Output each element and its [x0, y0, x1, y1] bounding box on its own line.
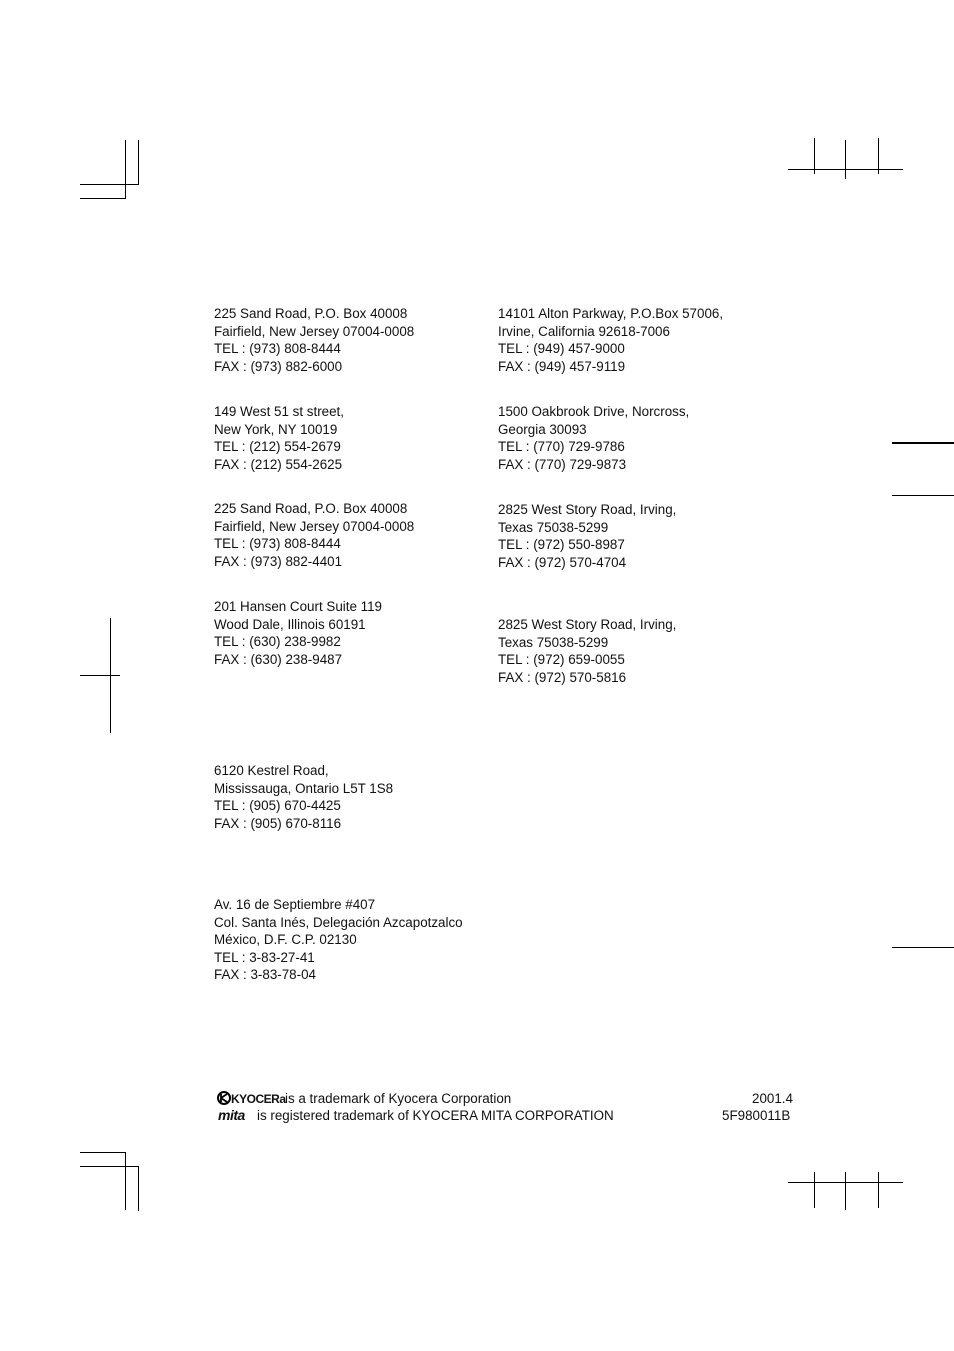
- fax-line: FAX : (905) 670-8116: [214, 815, 342, 831]
- address-line: 149 West 51 st street,: [214, 404, 345, 419]
- address-line: Fairfield, New Jersey 07004-0008: [214, 323, 415, 339]
- fax-line: FAX : (972) 570-5816: [498, 669, 627, 685]
- address-block-ontario: [214, 762, 393, 832]
- tel-line: TEL : (973) 808-8444: [214, 536, 341, 552]
- fax-line: FAX : (973) 882-6000: [214, 358, 343, 374]
- address-line: 2825 West Story Road, Irving,: [498, 502, 677, 517]
- address-line: 225 Sand Road, P.O. Box 40008: [214, 501, 408, 516]
- address-block-georgia: [498, 403, 689, 473]
- fax-line: FAX : (630) 238-9487: [214, 651, 343, 667]
- address-block-new-jersey-1: [214, 305, 414, 375]
- fax-line: FAX : (212) 554-2625: [214, 456, 343, 472]
- tel-line: TEL : (212) 554-2679: [214, 439, 341, 455]
- tel-line: TEL : (973) 808-8444: [214, 341, 341, 357]
- fax-line: FAX : (949) 457-9119: [498, 358, 626, 374]
- address-block-texas-1: [498, 501, 676, 571]
- tel-line: TEL : (949) 457-9000: [498, 341, 625, 357]
- document-code: 5F980011B: [722, 1108, 791, 1123]
- fax-line: FAX : (770) 729-9873: [498, 456, 627, 472]
- address-line: New York, NY 10019: [214, 421, 338, 437]
- address-block-new-york: [214, 403, 344, 473]
- address-line: Irvine, California 92618-7006: [498, 323, 670, 339]
- address-line: Fairfield, New Jersey 07004-0008: [214, 518, 415, 534]
- tel-line: TEL : (905) 670-4425: [214, 798, 341, 814]
- address-line: 225 Sand Road, P.O. Box 40008: [214, 306, 408, 321]
- tel-line: TEL : (770) 729-9786: [498, 439, 625, 455]
- date-code: 2001.4: [752, 1091, 793, 1106]
- address-block-texas-2: [498, 616, 676, 686]
- fax-line: FAX : 3-83-78-04: [214, 967, 316, 983]
- address-block-irvine: [498, 305, 723, 375]
- address-line: Georgia 30093: [498, 421, 587, 437]
- address-line: 201 Hansen Court Suite 119: [214, 599, 382, 614]
- fax-line: FAX : (972) 570-4704: [498, 554, 627, 570]
- address-line: México, D.F. C.P. 02130: [214, 932, 357, 948]
- address-block-new-jersey-2: [214, 500, 414, 570]
- address-line: 6120 Kestrel Road,: [214, 763, 329, 778]
- mita-logo: mita: [218, 1107, 245, 1123]
- tel-line: TEL : (972) 550-8987: [498, 537, 625, 553]
- address-line: Av. 16 de Septiembre #407: [214, 897, 376, 912]
- address-line: Mississauga, Ontario L5T 1S8: [214, 780, 394, 796]
- kyocera-logo: KYOCERa: [217, 1091, 286, 1106]
- tel-line: TEL : (630) 238-9982: [214, 634, 341, 650]
- address-line: 1500 Oakbrook Drive, Norcross,: [498, 404, 690, 419]
- mita-trademark-text: is registered trademark of KYOCERA MITA CORPORATION: [257, 1108, 614, 1123]
- fax-line: FAX : (973) 882-4401: [214, 553, 343, 569]
- address-line: Texas 75038-5299: [498, 519, 609, 535]
- tel-line: TEL : (972) 659-0055: [498, 652, 625, 668]
- address-line: Col. Santa Inés, Delegación Azcapotzalco: [214, 914, 463, 930]
- address-line: 14101 Alton Parkway, P.O.Box 57006,: [498, 306, 724, 321]
- tel-line: TEL : 3-83-27-41: [214, 949, 315, 965]
- address-block-mexico: [214, 896, 463, 984]
- kyocera-trademark-text: is a trademark of Kyocera Corporation: [285, 1091, 512, 1106]
- address-line: 2825 West Story Road, Irving,: [498, 617, 677, 632]
- address-line: Wood Dale, Illinois 60191: [214, 616, 366, 632]
- address-line: Texas 75038-5299: [498, 634, 609, 650]
- address-block-illinois: [214, 598, 382, 668]
